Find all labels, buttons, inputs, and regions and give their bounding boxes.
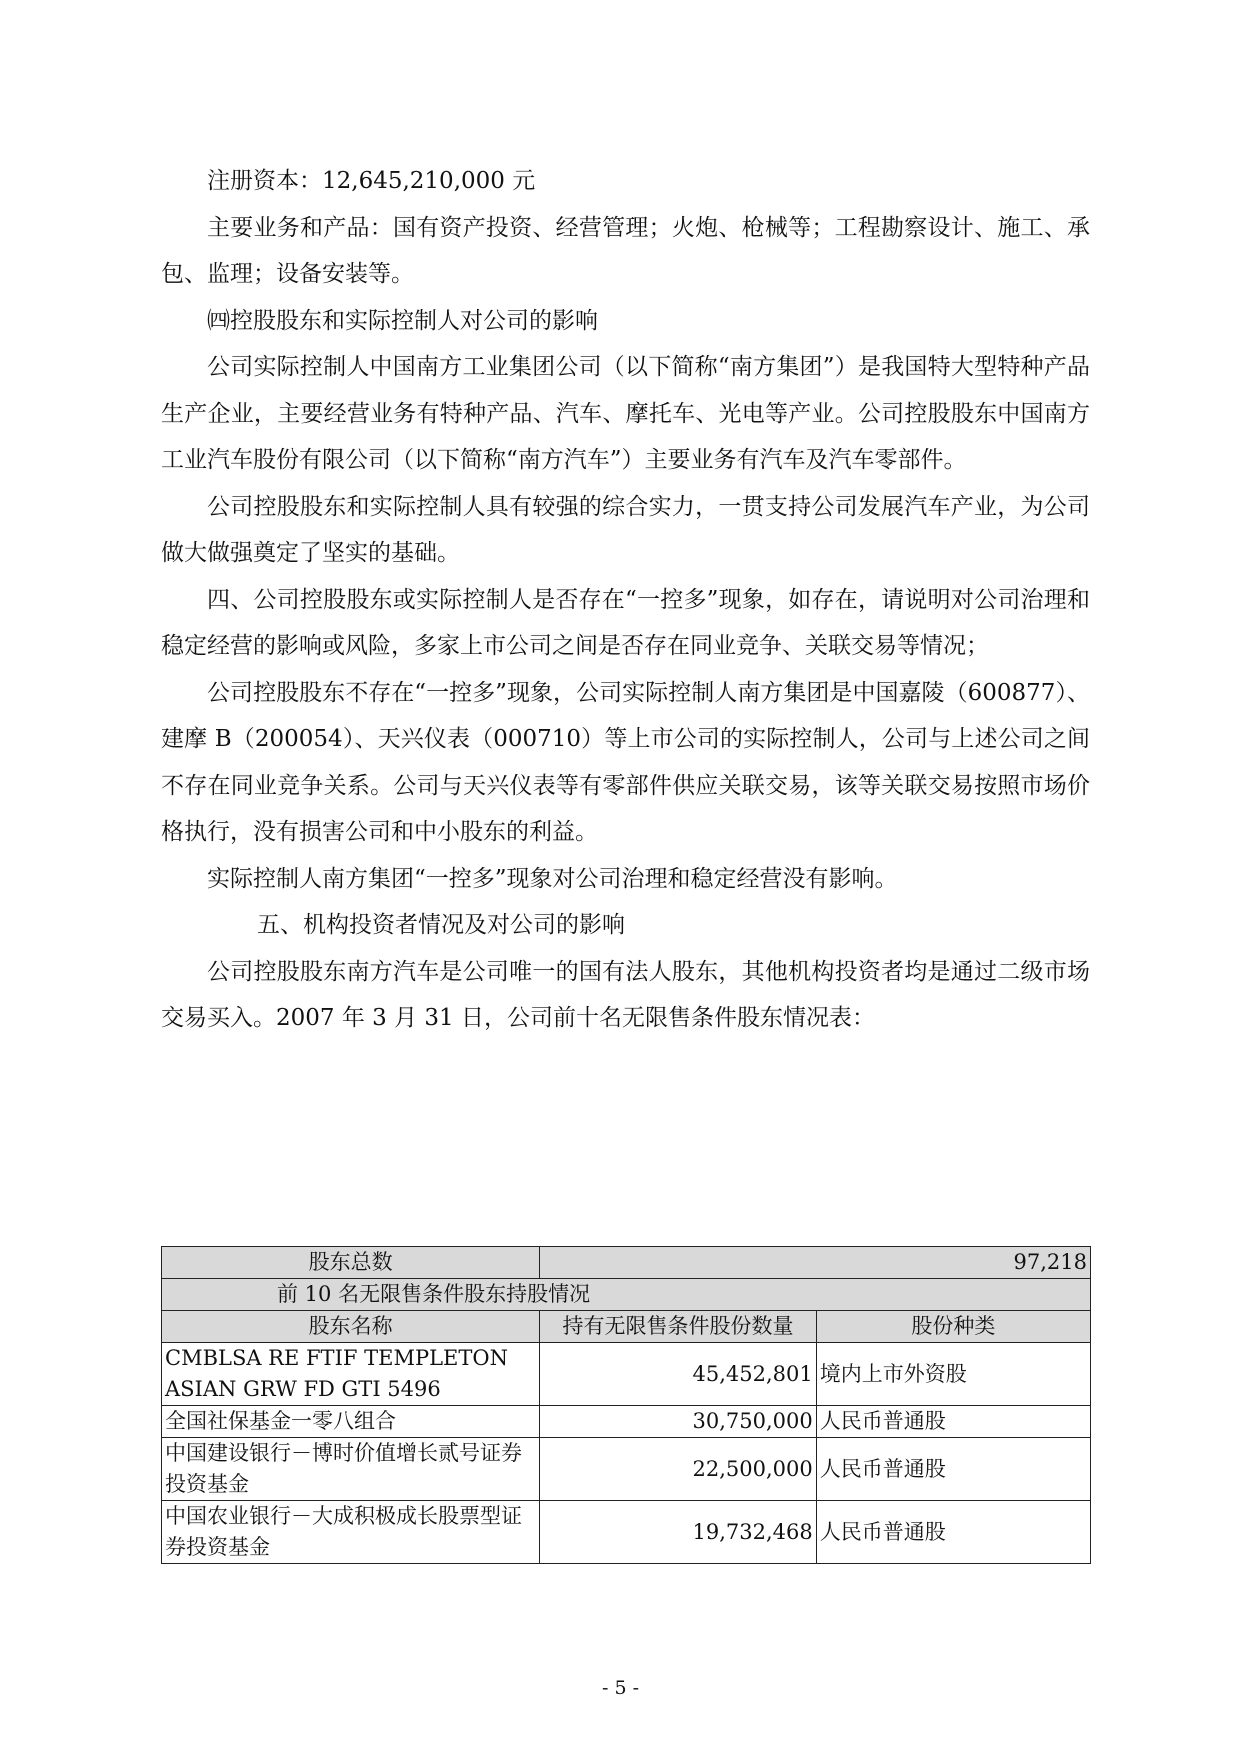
body-text [161, 158, 1090, 1042]
page-number: - 5 - [601, 1677, 639, 1699]
paragraph: 实际控制人南方集团“一控多”现象对公司治理和稳定经营没有影响。 [207, 865, 898, 892]
paragraph: 主要业务和产品：国有资产投资、经营管理；火炮、枪械等；工程勘察设计、施工、承包、监理；设备安装等。 [161, 214, 1090, 287]
table-row [162, 1406, 1091, 1438]
paragraph: 注册资本：12,645,210,000 元 [207, 168, 536, 194]
paragraph: 公司实际控制人中国南方工业集团公司（以下简称“南方集团”）是我国特大型特种产品生产企业，主要经营业务有特种产品、汽车、摩托车、光电等产业。公司控股股东中国南方工业汽车股份有限公司（以下简称“南方汽车”）主要业务有汽车及汽车零部件。 [161, 354, 1090, 473]
table-row-section [162, 1279, 1091, 1311]
paragraph: 公司控股股东南方汽车是公司唯一的国有法人股东，其他机构投资者均是通过二级市场交易买入。2007 年 3 月 31 日，公司前十名无限售条件股东情况表： [161, 958, 1090, 1031]
shareholder-name: 中国建设银行－博时价值增长贰号证券投资基金 [162, 1438, 540, 1501]
shares-count: 22,500,000 [540, 1438, 816, 1501]
table-row [162, 1343, 1091, 1406]
shareholder-name: CMBLSA RE FTIF TEMPLETON ASIAN GRW FD GTI 5496 [162, 1343, 540, 1406]
table-row [162, 1438, 1091, 1501]
shareholder-name: 全国社保基金一零八组合 [162, 1406, 540, 1438]
paragraph: 五、机构投资者情况及对公司的影响 [257, 912, 625, 938]
total-label: 股东总数 [162, 1247, 540, 1279]
share-type: 人民币普通股 [816, 1438, 1090, 1501]
table-row-total [162, 1247, 1091, 1279]
total-value: 97,218 [540, 1247, 1091, 1279]
share-type: 人民币普通股 [816, 1406, 1090, 1438]
shares-count: 45,452,801 [540, 1343, 816, 1406]
header-type: 股份种类 [816, 1311, 1090, 1343]
table-header-row [162, 1311, 1091, 1343]
shareholder-name: 中国农业银行－大成积极成长股票型证券投资基金 [162, 1501, 540, 1564]
shares-count: 19,732,468 [540, 1501, 816, 1564]
paragraph: 公司控股股东不存在“一控多”现象，公司实际控制人南方集团是中国嘉陵（600877）、建摩 B（200054）、天兴仪表（000710）等上市公司的实际控制人，公司与上述公司之间不存在同业竞争关系。公司与天兴仪表等有零部件供应关联交易，该等关联交易按照市场价格执行，没有损害公司和中小股东的利益。 [161, 679, 1090, 845]
share-type: 境内上市外资股 [816, 1343, 1090, 1406]
paragraph: ㈣控股股东和实际控制人对公司的影响 [207, 307, 598, 334]
shares-count: 30,750,000 [540, 1406, 816, 1438]
paragraph: 四、公司控股股东或实际控制人是否存在“一控多”现象，如存在，请说明对公司治理和稳定经营的影响或风险，多家上市公司之间是否存在同业竞争、关联交易等情况； [161, 586, 1090, 659]
header-shares: 持有无限售条件股份数量 [540, 1311, 816, 1343]
header-name: 股东名称 [162, 1311, 540, 1343]
section-label: 前 10 名无限售条件股东持股情况 [162, 1279, 1091, 1311]
table-row [162, 1501, 1091, 1564]
shareholder-table [161, 1246, 1091, 1564]
paragraph: 公司控股股东和实际控制人具有较强的综合实力，一贯支持公司发展汽车产业，为公司做大做强奠定了坚实的基础。 [161, 493, 1090, 566]
share-type: 人民币普通股 [816, 1501, 1090, 1564]
